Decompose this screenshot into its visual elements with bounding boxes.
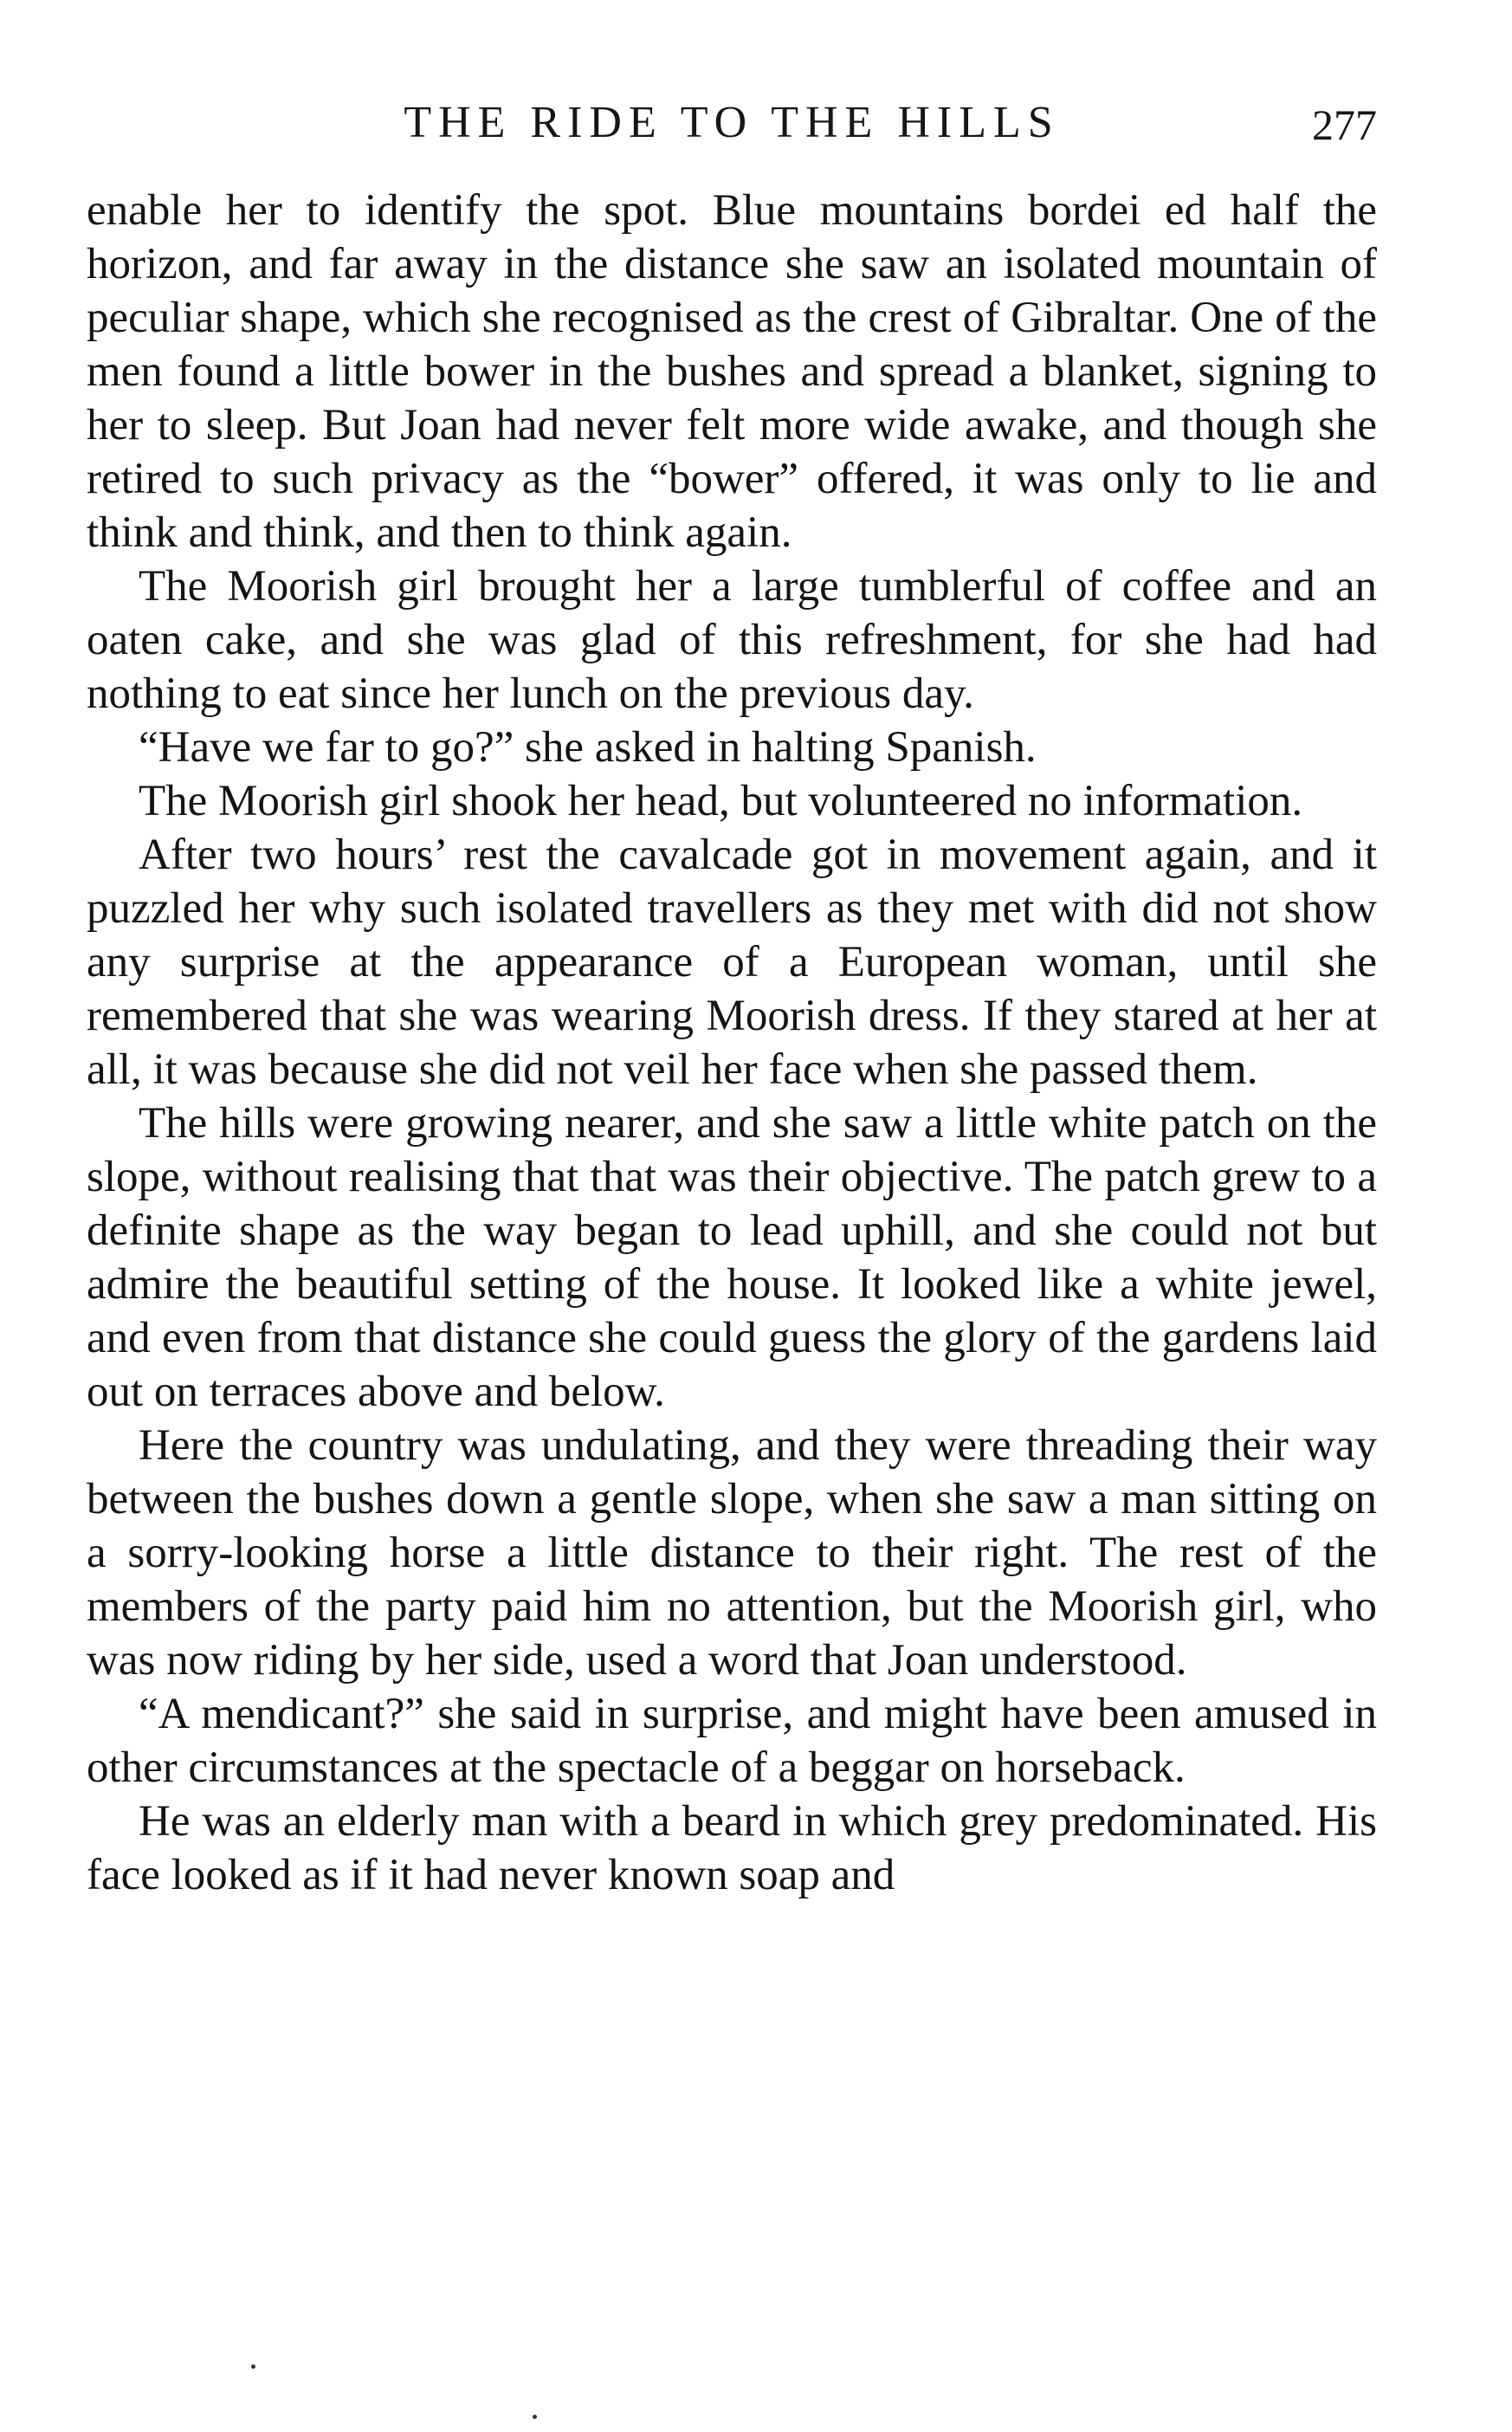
page-number: 277 [1312, 100, 1377, 149]
paragraph-4: The Moorish girl shook her head, but volunteered no information. [139, 777, 1303, 825]
paragraph-7: Here the country was undulating, and they were threading their way between the bushes down a gentle slope, when she saw a man sitting on a sorry-looking horse a little distance to their right. The rest of the members of the party paid him no attention, but the Moorish girl, who was now riding by her side, used a word that Joan understood. [87, 1421, 1377, 1685]
paragraph-8: “A mendicant?” she said in surprise, and might have been amused in other circumstances at the spectacle of a beggar on horseback. [87, 1690, 1377, 1792]
body-text [87, 184, 1377, 1902]
paragraph-6: The hills were growing nearer, and she saw a little white patch on the slope, without realising that that was their objective. The patch grew to a definite shape as the way began to lead uphill, and she could not but admire the beautiful setting of the house. It looked like a white jewel, and even from that distance she could guess the glory of the gardens laid out on terraces above and below. [87, 1099, 1377, 1416]
paragraph-1: enable her to identify the spot. Blue mountains bordei ed half the horizon, and far away in the distance she saw an isolated mountain of peculiar shape, which she recognised as the crest of Gibraltar. One of the men found a little bower in the bushes and spread a blanket, signing to her to sleep. But Joan had never felt more wide awake, and though she retired to such privacy as the “bower” offered, it was only to lie and think and think, and then to think again. [87, 186, 1377, 557]
paragraph-2: The Moorish girl brought her a large tumblerful of coffee and an oaten cake, and she was glad of this refreshment, for she had had nothing to eat since her lunch on the previous day. [87, 562, 1377, 718]
running-head [87, 97, 1377, 149]
paragraph-5: After two hours’ rest the cavalcade got in movement again, and it puzzled her why such isolated travellers as they met with did not show any surprise at the appearance of a European woman, until she remembered that she was wearing Moorish dress. If they stared at her at all, it was because she did not veil her face when she passed them. [87, 831, 1377, 1094]
running-title: THE RIDE TO THE HILLS [404, 98, 1060, 147]
scan-speck [251, 2364, 255, 2369]
scan-speck [533, 2415, 537, 2419]
paragraph-9: He was an elderly man with a beard in which grey predominated. His face looked as if it had never known soap and [87, 1797, 1377, 1899]
paragraph-3: “Have we far to go?” she asked in halting Spanish. [139, 723, 1037, 772]
